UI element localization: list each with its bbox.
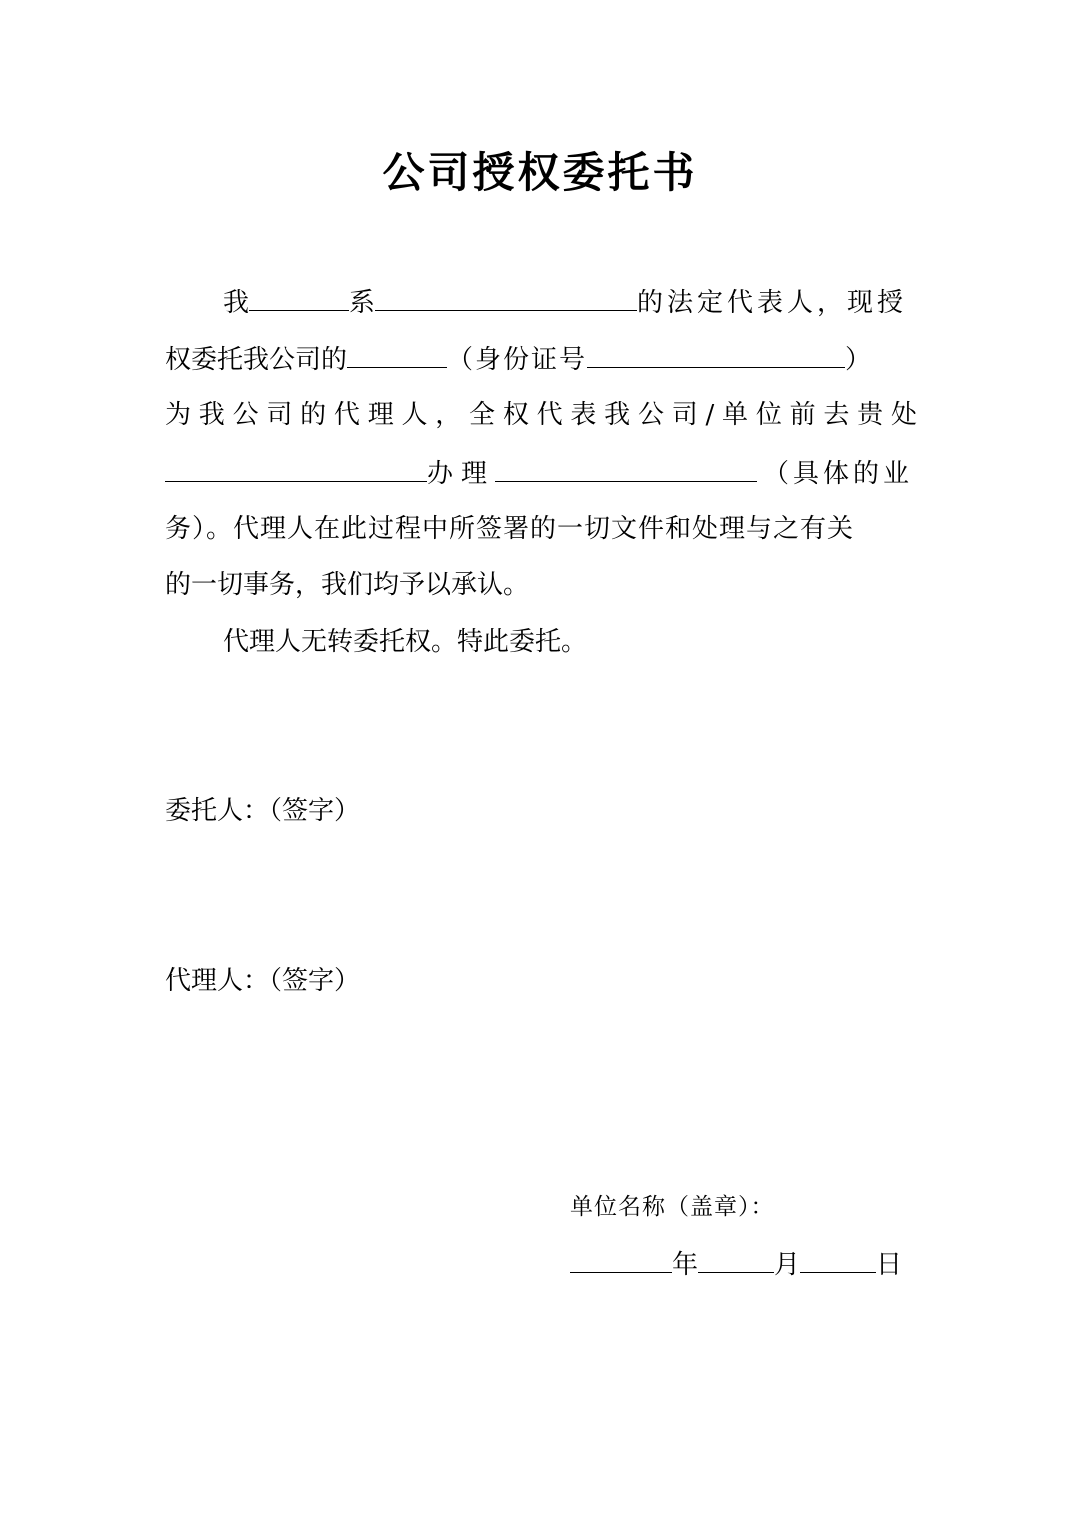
text-specific: （具体的业 — [763, 459, 914, 489]
text-no-subdelegation: 代理人无转委托权。特此委托。 — [223, 627, 588, 657]
name-blank[interactable] — [249, 284, 349, 311]
day-label: 日 — [876, 1250, 903, 1280]
para1-line2 — [165, 341, 917, 377]
id-number-blank[interactable] — [587, 341, 845, 368]
agent-name-blank[interactable] — [347, 341, 447, 368]
char: 理 — [367, 400, 394, 430]
text-id-number: （身份证号 — [447, 345, 588, 375]
year-label: 年 — [672, 1250, 699, 1280]
text-close-paren: ） — [845, 345, 872, 375]
month-blank[interactable] — [698, 1246, 774, 1273]
principal-signature: 委托人：（签字） — [165, 796, 361, 826]
char: 贵 — [857, 400, 884, 430]
char: 位 — [755, 400, 782, 430]
char: 的 — [300, 400, 327, 430]
char: 代 — [536, 400, 563, 430]
day-blank[interactable] — [800, 1246, 876, 1273]
para1-line1 — [165, 284, 917, 320]
company-stamp-label: 单位名称（盖章）： — [570, 1194, 775, 1220]
text-authorize: 权委托我公司的 — [165, 345, 348, 375]
char: / — [705, 400, 715, 430]
char: 前 — [789, 400, 816, 430]
char: 公 — [637, 400, 664, 430]
para2 — [165, 625, 917, 659]
char: 表 — [570, 400, 597, 430]
text-line5: 务）。代理人在此过程中所签署的一切文件和处理与之有关 — [165, 514, 855, 544]
department-blank[interactable] — [165, 455, 427, 482]
char: 去 — [823, 400, 850, 430]
char: 为 — [165, 400, 192, 430]
para1-line4 — [165, 455, 917, 491]
char: 全 — [469, 400, 496, 430]
char: 人 — [401, 400, 428, 430]
text-handle: 办理 — [427, 459, 496, 489]
char: 我 — [198, 400, 225, 430]
para1-line5 — [165, 512, 917, 546]
company-blank[interactable] — [375, 284, 637, 311]
text-line6: 的一切事务，我们均予以承认。 — [165, 570, 530, 600]
text-legal-rep: 的法定代表人，现授 — [637, 288, 908, 318]
char: 代 — [333, 400, 360, 430]
text-wo: 我 — [223, 288, 250, 318]
date-line — [570, 1246, 902, 1282]
char: 单 — [722, 400, 749, 430]
para1-line6 — [165, 568, 917, 602]
month-label: 月 — [774, 1250, 801, 1280]
char: ， — [435, 400, 462, 430]
char: 处 — [890, 400, 917, 430]
text-xi: 系 — [349, 288, 376, 318]
document-title: 公司授权委托书 — [382, 148, 698, 197]
char: 权 — [502, 400, 529, 430]
char: 公 — [232, 400, 259, 430]
char: 司 — [266, 400, 293, 430]
business-blank[interactable] — [495, 455, 757, 482]
char: 司 — [671, 400, 698, 430]
year-blank[interactable] — [570, 1246, 672, 1273]
agent-signature: 代理人：（签字） — [165, 966, 361, 996]
para1-line3 — [165, 398, 917, 432]
char: 我 — [604, 400, 631, 430]
